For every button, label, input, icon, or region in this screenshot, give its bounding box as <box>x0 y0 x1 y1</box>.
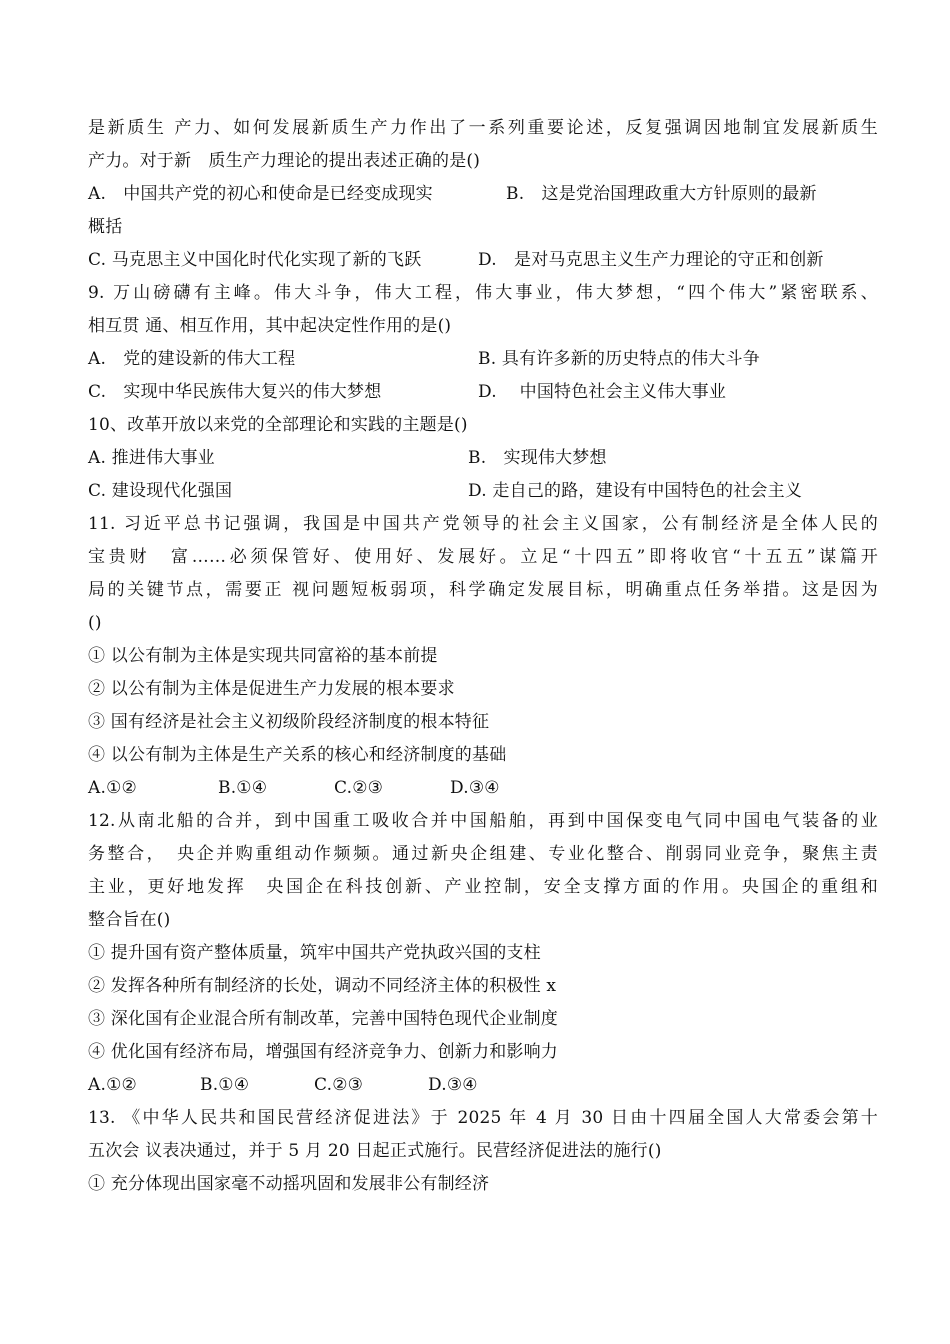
q8-stem-line-2: 产力。对于新 质生产力理论的提出表述正确的是() <box>88 151 481 171</box>
q10-option-row-ab <box>88 442 878 475</box>
q11-item-1: ① 以公有制为主体是实现共同富裕的基本前提 <box>88 646 438 666</box>
q10-option-b[interactable]: B. 实现伟大梦想 <box>468 448 607 468</box>
q8-option-row-cd <box>88 244 878 277</box>
q10-stem: 10、改革开放以来党的全部理论和实践的主题是() <box>88 415 468 435</box>
q8-option-b-wrap: 概括 <box>88 217 123 237</box>
q11-choice-d[interactable]: D.③④ <box>450 778 500 798</box>
q8-option-b[interactable]: B. 这是党治国理政重大方针原则的最新 <box>506 184 817 204</box>
q9-option-row-cd <box>88 376 878 409</box>
q11-choice-a[interactable]: A.①② <box>88 778 137 798</box>
q12-item-1: ① 提升国有资产整体质量，筑牢中国共产党执政兴国的支柱 <box>88 943 541 963</box>
exam-page <box>88 112 878 1201</box>
q12-item-2: ② 发挥各种所有制经济的长处，调动不同经济主体的积极性 x <box>88 976 557 996</box>
q13-item-1: ① 充分体现出国家毫不动摇巩固和发展非公有制经济 <box>88 1174 490 1194</box>
q11-item-4: ④ 以公有制为主体是生产关系的核心和经济制度的基础 <box>88 745 507 765</box>
q11-stem-line-1: 11. 习近平总书记强调，我国是中国共产党领导的社会主义国家，公有制经济是全体人民的 <box>88 514 878 534</box>
q13-stem-line-1: 13. 《中华人民共和国民营经济促进法》于 2025 年 4 月 30 日由十四届全国人大常委会第十 <box>88 1108 878 1128</box>
q11-choice-row <box>88 772 878 805</box>
q12-stem-line-4: 整合旨在() <box>88 910 171 930</box>
q11-choice-c[interactable]: C.②③ <box>334 778 384 798</box>
q8-option-row-ab <box>88 178 878 211</box>
q9-option-a[interactable]: A. 党的建设新的伟大工程 <box>88 349 296 369</box>
q13-stem-line-2: 五次会 议表决通过，并于 5 月 20 日起正式施行。民营经济促进法的施行() <box>88 1141 662 1161</box>
q8-stem-line-1: 是新质生 产力、如何发展新质生产力作出了一系列重要论述，反复强调因地制宜发展新质生 <box>88 118 878 138</box>
q12-stem-line-1: 12.从南北船的合并，到中国重工吸收合并中国船舶，再到中国保变电气同中国电气装备的业 <box>88 811 878 831</box>
q8-option-d[interactable]: D. 是对马克思主义生产力理论的守正和创新 <box>478 250 824 270</box>
q11-stem-line-4: () <box>88 613 102 633</box>
q11-choice-b[interactable]: B.①④ <box>218 778 268 798</box>
q8-option-c[interactable]: C. 马克思主义中国化时代化实现了新的飞跃 <box>88 250 422 270</box>
q11-stem-line-3: 局的关键节点，需要正 视问题短板弱项，科学确定发展目标，明确重点任务举措。这是因为 <box>88 580 878 600</box>
q10-option-d[interactable]: D. 走自己的路，建设有中国特色的社会主义 <box>468 481 803 501</box>
q9-stem-line-2: 相互贯 通、相互作用，其中起决定性作用的是() <box>88 316 452 336</box>
q9-option-c[interactable]: C. 实现中华民族伟大复兴的伟大梦想 <box>88 382 382 402</box>
q12-stem-line-3: 主业，更好地发挥 央国企在科技创新、产业控制，安全支撑方面的作用。央国企的重组和 <box>88 877 878 897</box>
q12-item-3: ③ 深化国有企业混合所有制改革，完善中国特色现代企业制度 <box>88 1009 559 1029</box>
q12-choice-a[interactable]: A.①② <box>88 1075 137 1095</box>
q11-item-2: ② 以公有制为主体是促进生产力发展的根本要求 <box>88 679 455 699</box>
q9-option-b[interactable]: B. 具有许多新的历史特点的伟大斗争 <box>478 349 760 369</box>
q11-item-3: ③ 国有经济是社会主义初级阶段经济制度的根本特征 <box>88 712 490 732</box>
q12-item-4: ④ 优化国有经济布局，增强国有经济竞争力、创新力和影响力 <box>88 1042 559 1062</box>
q10-option-row-cd <box>88 475 878 508</box>
q9-option-d[interactable]: D. 中国特色社会主义伟大事业 <box>478 382 727 402</box>
q9-stem-line-1: 9. 万山磅礴有主峰。伟大斗争，伟大工程，伟大事业，伟大梦想，“四个伟大”紧密联系、 <box>88 283 878 303</box>
q10-option-c[interactable]: C. 建设现代化强国 <box>88 481 233 501</box>
q12-choice-c[interactable]: C.②③ <box>314 1075 364 1095</box>
q8-option-a[interactable]: A. 中国共产党的初心和使命是已经变成现实 <box>88 184 433 204</box>
q12-choice-b[interactable]: B.①④ <box>200 1075 250 1095</box>
q12-stem-line-2: 务整合， 央企并购重组动作频频。通过新央企组建、专业化整合、削弱同业竞争，聚焦主责 <box>88 844 878 864</box>
q9-option-row-ab <box>88 343 878 376</box>
q12-choice-d[interactable]: D.③④ <box>428 1075 478 1095</box>
q10-option-a[interactable]: A. 推进伟大事业 <box>88 448 215 468</box>
q12-choice-row <box>88 1069 878 1102</box>
q11-stem-line-2: 宝贵财 富……必须保管好、使用好、发展好。立足“十四五”即将收官“十五五”谋篇开 <box>88 547 878 567</box>
